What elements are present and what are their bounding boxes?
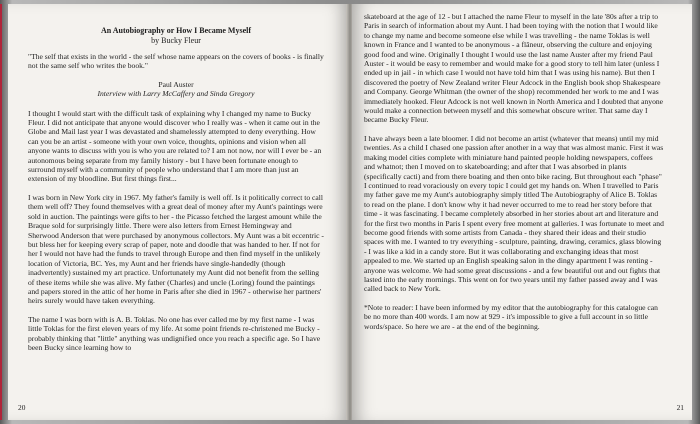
right-page [352, 4, 692, 420]
left-page [8, 4, 348, 420]
page-number-left: 20 [18, 403, 26, 412]
note-to-reader: *Note to reader: I have been informed by my editor that the autobiography for this catalogue can be no more than 400 words. I am now at 929 - it's impossible to give a full account in so little words/space. So here we are - at the end of the beginning. [364, 302, 658, 331]
book-edge-stripe [0, 4, 2, 420]
right-page-content [364, 12, 664, 340]
essay-title: An Autobiography or How I Became Myself [100, 26, 252, 35]
attribution-name: Paul Auster [158, 79, 194, 89]
attribution-source: Interview with Larry McCaffery and Sinda Gregory [97, 89, 255, 99]
epigraph: "The self that exists in the world - the self whose name appears on the covers of books - is finally not the same self who writes the book." [28, 52, 324, 71]
epigraph-attribution [28, 80, 324, 99]
essay-byline: by Bucky Fleur [151, 36, 201, 45]
paragraph: The name I was born with is A. B. Toklas. No one has ever called me by my first name - I was little Toklas for the first eleven years of my life. At some point friends re-christened me Bucky - probably thinking that "little" anything was undignified once you reach a specific age. So I have been Bucky since learning how to [28, 314, 321, 352]
paragraph: I thought I would start with the difficult task of explaining why I changed my name to Bucky Fleur. I did not anticipate that anyone would discover who I really was - when it came out in the Globe and Mail last year I was devastated and shamelessly attempted to deny everything. How can you be an artist - someone with your own voice, thoughts, opinions and vision when all anyone wants to discuss with you is who you are related to? I am not now, nor will I ever be - an autonomous being separate from my family history - but I have been fortunate enough to surround myself with a community of people who understand that I am more than just an extension of my bloodline. But first things first... [28, 108, 322, 184]
paragraph: skateboard at the age of 12 - but I attached the name Fleur to myself in the late '80s after a trip to Paris in search of information about my Aunt. I had been toying with the notion that I would like to change my name and become someone else while I was travelling - the name Toklas is well known in France and I wanted to be anonymous - a flâneur, observing the culture and enjoying good food and wine. Originally I thought I would use the last name Auster after my friend Paul Auster - it would be easy to remember and would make for a good story to tell him later (unless I ended up in jail - in which case I would not have told him that I was using his name). But then I discovered the poetry of New Zealand writer Fleur Adcock in the English book shop Shakespeare and Company. George Whitman (the owner of the shop) recommended her work to me and I was immediately hooked. Fleur Adcock is not well known in North America and I doubted that anyone would make a connection between myself and this somewhat obscure writer. That same day I became Bucky Fleur. [364, 12, 664, 125]
paragraph: I have always been a late bloomer. I did not become an artist (whatever that means) until my mid twenties. As a child I chased one passion after another in a way that was almost manic. First it was making model cities complete with miniature hand painted people holding newspapers, coffees and whatnot; then I moved on to skateboarding; and after that I was absorbed in plants (specifically cacti) and from there boating and then onto bike racing. But throughout each "phase" I continued to read voraciously on every topic I could get my hands on. When I travelled to Paris my father gave me my Aunt's autobiography simply titled The Autobiography of Alice B. Toklas to read on the plane. I don't know why it had never occurred to me to read her story before that time - it was fascinating. I became completely absorbed in her stories about art and literature and for the first two months in Paris I spent every free moment at galleries. I was fortunate to meet and become good friends with some artists from Canada - they shared their ideas and their studio spaces with me. I wanted to try everything - sculpture, painting, drawing, ceramics, glass blowing - I was like a kid in a candy store. But it was collaborating and exchanging ideas that most appealed to me. We started up an English speaking salon in the dingy apartment I was renting - anyone was welcome. We had some great discussions - and a few beautiful out and out fights that lasted into the early mornings. This went on for two years until my father passed away and I was called back to New York. [364, 133, 664, 294]
paragraph: I was born in New York city in 1967. My father's family is well off. Is it politically correct to call them well off? They found themselves with a great deal of money after my Aunt's paintings were sold in auction. The paintings were gifts to her - the Picasso fetched the largest amount while the Braque sold for surprisingly little. There were also letters from Ernest Hemingway and Sherwood Anderson that were purchased by anonymous collectors. My Aunt was a bit eccentric - but bless her for keeping every scrap of paper, note and doodle that was handed to her. If not for her I would not have had the funds to travel through Europe and then find myself in the unlikely location of Victoria, BC. Yes, my Aunt and her friends have single-handedly (though inadvertently) sustained my art practice. Unfortunately my Aunt did not benefit from the selling of these items while she was alive. My father (Charles) and uncle (Loring) found the paintings and papers stored in the attic of her home in Paris after she died in 1967 - otherwise her partners' heirs surely would have taken everything. [28, 192, 324, 306]
page-number-right: 21 [676, 403, 684, 412]
left-page-content [28, 26, 324, 361]
